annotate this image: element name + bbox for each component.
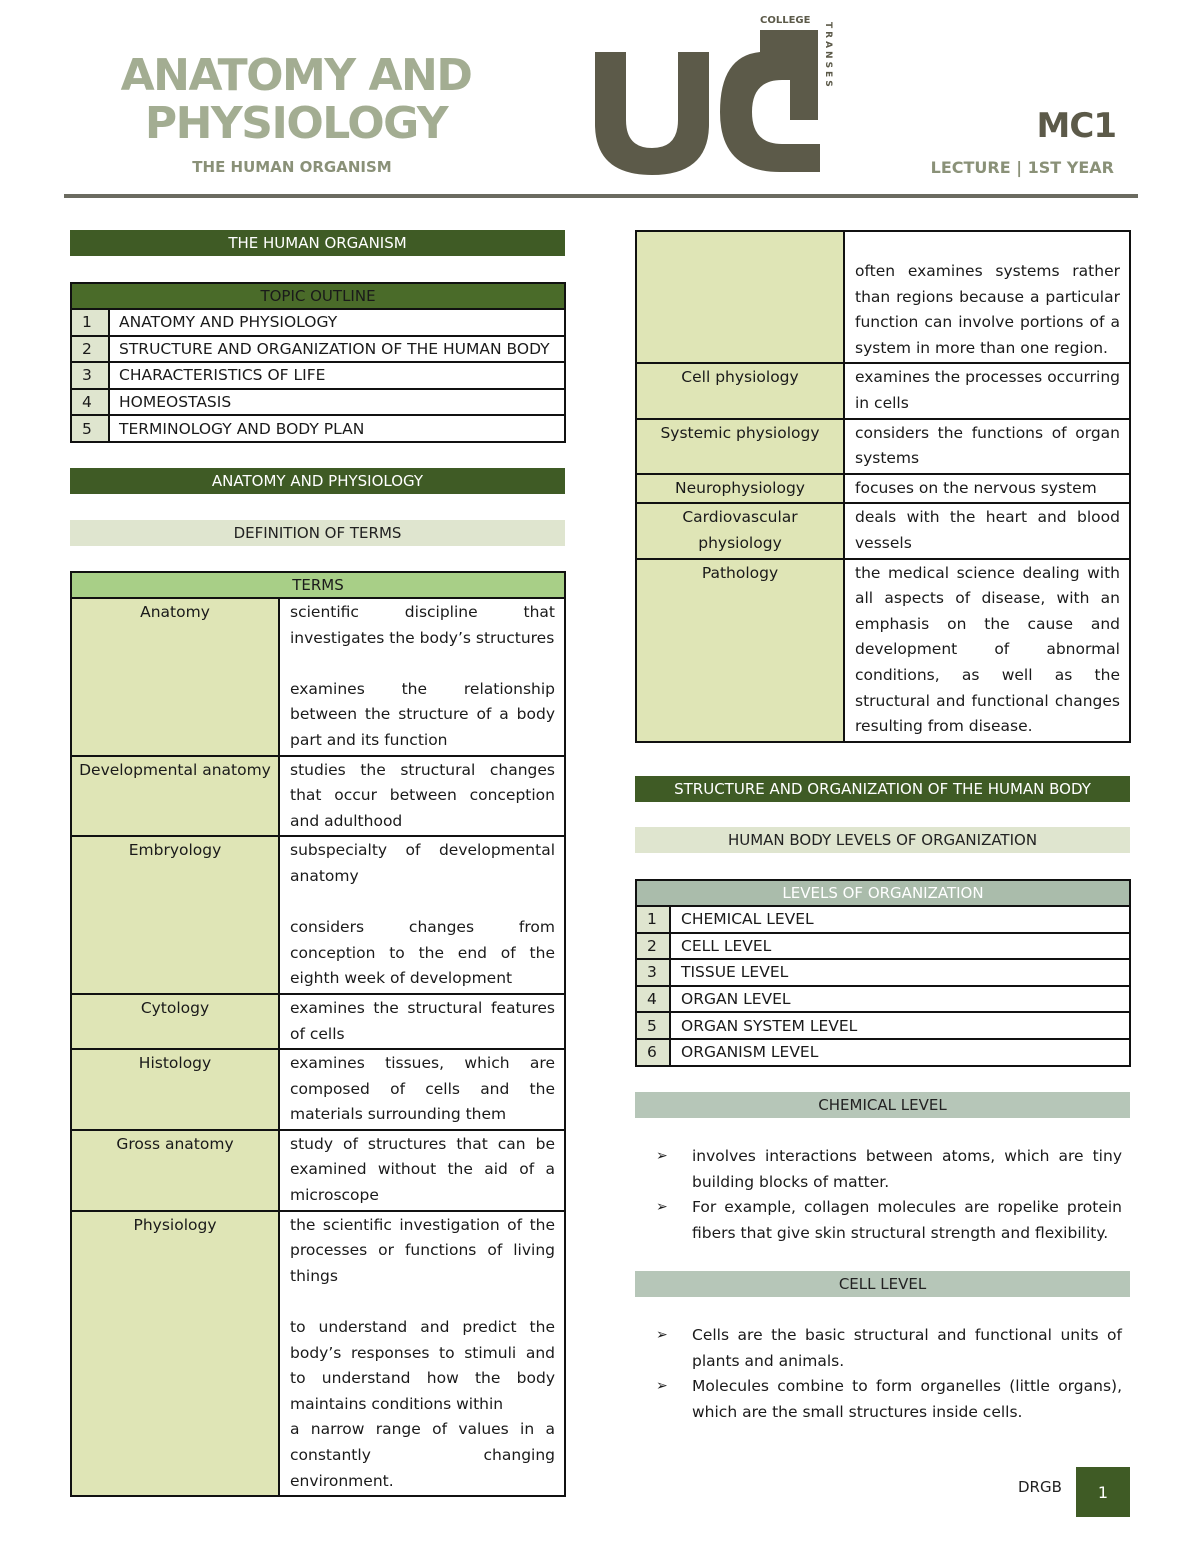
table-row — [636, 906, 1130, 933]
topic-item: TERMINOLOGY AND BODY PLAN — [109, 415, 565, 442]
row-number: 4 — [71, 389, 109, 416]
table-row — [636, 1012, 1130, 1039]
term-definition — [279, 1211, 565, 1497]
table-row — [636, 986, 1130, 1013]
levels-table — [635, 879, 1131, 1067]
list-item — [656, 1195, 1122, 1246]
bullet-text: For example, collagen molecules are ropelike protein fibers that give skin structural strength and flexibility. — [692, 1198, 1122, 1242]
level-item: ORGAN SYSTEM LEVEL — [670, 1012, 1130, 1039]
table-row — [636, 419, 1130, 474]
topic-outline-table — [70, 282, 566, 443]
subsection-levels-of-organization: HUMAN BODY LEVELS OF ORGANIZATION — [635, 827, 1130, 853]
chemical-level-bullets — [656, 1144, 1122, 1246]
term-definition: focuses on the nervous system — [844, 474, 1130, 504]
table-row — [71, 1130, 565, 1211]
definition-text: a narrow range of values in a constantly changing environment. — [290, 1420, 555, 1490]
section-title-human-organism: THE HUMAN ORGANISM — [70, 230, 565, 256]
term-name: Developmental anatomy — [71, 756, 279, 837]
terms-table — [70, 571, 566, 1497]
definition-text: scientific discipline that investigates the body’s structures — [290, 603, 555, 647]
list-item — [656, 1144, 1122, 1195]
table-row — [636, 474, 1130, 504]
list-item — [656, 1374, 1122, 1425]
row-number: 5 — [636, 1012, 670, 1039]
arrow-bullet-icon: ➢ — [656, 1148, 668, 1164]
table-row — [636, 959, 1130, 986]
table-row — [71, 994, 565, 1049]
page-number: 1 — [1076, 1467, 1130, 1517]
level-item: TISSUE LEVEL — [670, 959, 1130, 986]
definition-text: to understand and predict the body’s responses to stimuli and to understand how the body maintains conditions within — [290, 1318, 555, 1413]
table-row — [636, 363, 1130, 418]
topic-item: STRUCTURE AND ORGANIZATION OF THE HUMAN BODY — [109, 336, 565, 363]
term-definition: study of structures that can be examined without the aid of a microscope — [279, 1130, 565, 1211]
term-name: Anatomy — [71, 598, 279, 756]
table-row — [71, 598, 565, 756]
cell-level-bullets — [656, 1323, 1122, 1425]
topic-item: HOMEOSTASIS — [109, 389, 565, 416]
title-line-2: PHYSIOLOGY — [144, 98, 448, 149]
title-line-1: ANATOMY AND — [120, 50, 472, 101]
term-name: Embryology — [71, 836, 279, 994]
term-name — [636, 231, 844, 363]
section-title-structure-organization: STRUCTURE AND ORGANIZATION OF THE HUMAN BODY — [635, 776, 1130, 802]
term-definition: examines the structural features of cells — [279, 994, 565, 1049]
row-number: 2 — [636, 933, 670, 960]
list-item — [656, 1323, 1122, 1374]
cell-level-title: CELL LEVEL — [635, 1271, 1130, 1297]
bullet-text: involves interactions between atoms, which are tiny building blocks of matter. — [692, 1147, 1122, 1191]
level-item: CHEMICAL LEVEL — [670, 906, 1130, 933]
definition-text: considers changes from conception to the end of the eighth week of development — [290, 918, 555, 988]
table-row — [636, 1039, 1130, 1066]
term-name: Neurophysiology — [636, 474, 844, 504]
table-row — [71, 1049, 565, 1130]
bullet-text: Cells are the basic structural and functional units of plants and animals. — [692, 1326, 1122, 1370]
table-row — [71, 362, 565, 389]
term-definition — [279, 836, 565, 994]
row-number: 6 — [636, 1039, 670, 1066]
level-item: ORGAN LEVEL — [670, 986, 1130, 1013]
arrow-bullet-icon: ➢ — [656, 1327, 668, 1343]
term-definition: examines tissues, which are composed of cells and the materials surrounding them — [279, 1049, 565, 1130]
table-row — [71, 336, 565, 363]
arrow-bullet-icon: ➢ — [656, 1378, 668, 1395]
row-number: 5 — [71, 415, 109, 442]
term-definition — [279, 598, 565, 756]
chemical-level-title: CHEMICAL LEVEL — [635, 1092, 1130, 1118]
term-definition: often examines systems rather than regions because a particular function can involve portions of a system in more than one region. — [844, 231, 1130, 363]
table-row — [636, 559, 1130, 742]
definition-text: subspecialty of developmental anatomy — [290, 841, 555, 885]
table-row — [71, 756, 565, 837]
table-row — [636, 503, 1130, 558]
term-definition: the medical science dealing with all aspects of disease, with an emphasis on the cause and development of abnormal conditions, as well as the structural and functional changes resulting from disease. — [844, 559, 1130, 742]
term-definition: studies the structural changes that occur between conception and adulthood — [279, 756, 565, 837]
term-name: Gross anatomy — [71, 1130, 279, 1211]
footer-author: DRGB — [1018, 1478, 1062, 1496]
course-code: MC1 — [1036, 106, 1116, 146]
term-name: Cell physiology — [636, 363, 844, 418]
term-name: Cytology — [71, 994, 279, 1049]
arrow-bullet-icon: ➢ — [656, 1199, 668, 1216]
table-row — [71, 836, 565, 994]
header-divider — [64, 194, 1138, 198]
term-name: Cardiovascular physiology — [636, 503, 844, 558]
terms-table-continued — [635, 230, 1131, 743]
level-item: ORGANISM LEVEL — [670, 1039, 1130, 1066]
table-row — [636, 933, 1130, 960]
section-title-anatomy-physiology: ANATOMY AND PHYSIOLOGY — [70, 468, 565, 494]
definition-text: examines the relationship between the structure of a body part and its function — [290, 679, 555, 749]
level-item: CELL LEVEL — [670, 933, 1130, 960]
term-name: Systemic physiology — [636, 419, 844, 474]
topic-item: ANATOMY AND PHYSIOLOGY — [109, 309, 565, 336]
topic-outline-header: TOPIC OUTLINE — [71, 283, 565, 309]
row-number: 3 — [636, 959, 670, 986]
row-number: 2 — [71, 336, 109, 363]
table-row — [71, 415, 565, 442]
table-row — [636, 231, 1130, 363]
term-name: Pathology — [636, 559, 844, 742]
row-number: 1 — [636, 906, 670, 933]
topic-item: CHARACTERISTICS OF LIFE — [109, 362, 565, 389]
levels-header: LEVELS OF ORGANIZATION — [636, 880, 1130, 906]
term-definition: examines the processes occurring in cells — [844, 363, 1130, 418]
document-title — [116, 52, 476, 148]
logo-college-text: COLLEGE — [760, 15, 811, 26]
terms-header: TERMS — [71, 572, 565, 598]
term-name: Histology — [71, 1049, 279, 1130]
term-name: Physiology — [71, 1211, 279, 1497]
table-row — [71, 309, 565, 336]
document-subtitle: THE HUMAN ORGANISM — [192, 158, 392, 176]
logo-transes-text: TRANSES — [823, 22, 833, 90]
table-row — [71, 1211, 565, 1497]
term-definition: considers the functions of organ systems — [844, 419, 1130, 474]
row-number: 3 — [71, 362, 109, 389]
lecture-info: LECTURE | 1ST YEAR — [930, 158, 1114, 177]
row-number: 1 — [71, 309, 109, 336]
subsection-definition-of-terms: DEFINITION OF TERMS — [70, 520, 565, 546]
term-definition: deals with the heart and blood vessels — [844, 503, 1130, 558]
bullet-text: Molecules combine to form organelles (little organs), which are the small structures inside cells. — [692, 1377, 1122, 1421]
uc-logo — [590, 12, 840, 182]
row-number: 4 — [636, 986, 670, 1013]
table-row — [71, 389, 565, 416]
definition-text: the scientific investigation of the processes or functions of living things — [290, 1215, 555, 1285]
